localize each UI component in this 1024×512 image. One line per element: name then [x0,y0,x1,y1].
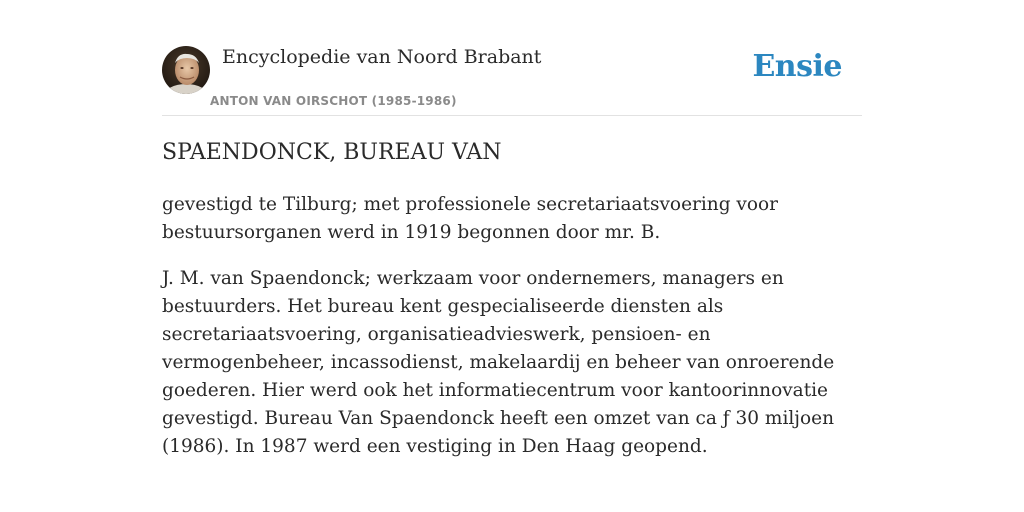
author-avatar[interactable] [162,46,210,94]
source-title[interactable]: Encyclopedie van Noord Brabant [222,46,542,68]
author-portrait-icon [162,46,210,94]
brand-logo[interactable]: Ensie [752,49,842,84]
author-name[interactable]: ANTON VAN OIRSCHOT (1985-1986) [210,94,457,108]
entry-paragraph: J. M. van Spaendonck; werkzaam voor ondernemers, managers en bestuurders. Het bureau kent gespecialiseerde diensten als secretariaatsvoering, organisatieadvieswerk, pensioen- en vermogenbeheer, incassodienst, makelaardij en beheer van onroerende goederen. Hier werd ook het informatiecentrum voor kantoorinnovatie gevestigd. Bureau Van Spaendonck heeft een omzet van ca ƒ 30 miljoen (1986). In 1987 werd een vestiging in Den Haag geopend. [162,268,835,457]
entry-paragraph: gevestigd te Tilburg; met professionele secretariaatsvoering voor bestuursorganen werd in 1919 begonnen door mr. B. [162,194,778,243]
entry-title: SPAENDONCK, BUREAU VAN [162,140,502,165]
entry-body [162,191,868,479]
header [162,45,862,116]
